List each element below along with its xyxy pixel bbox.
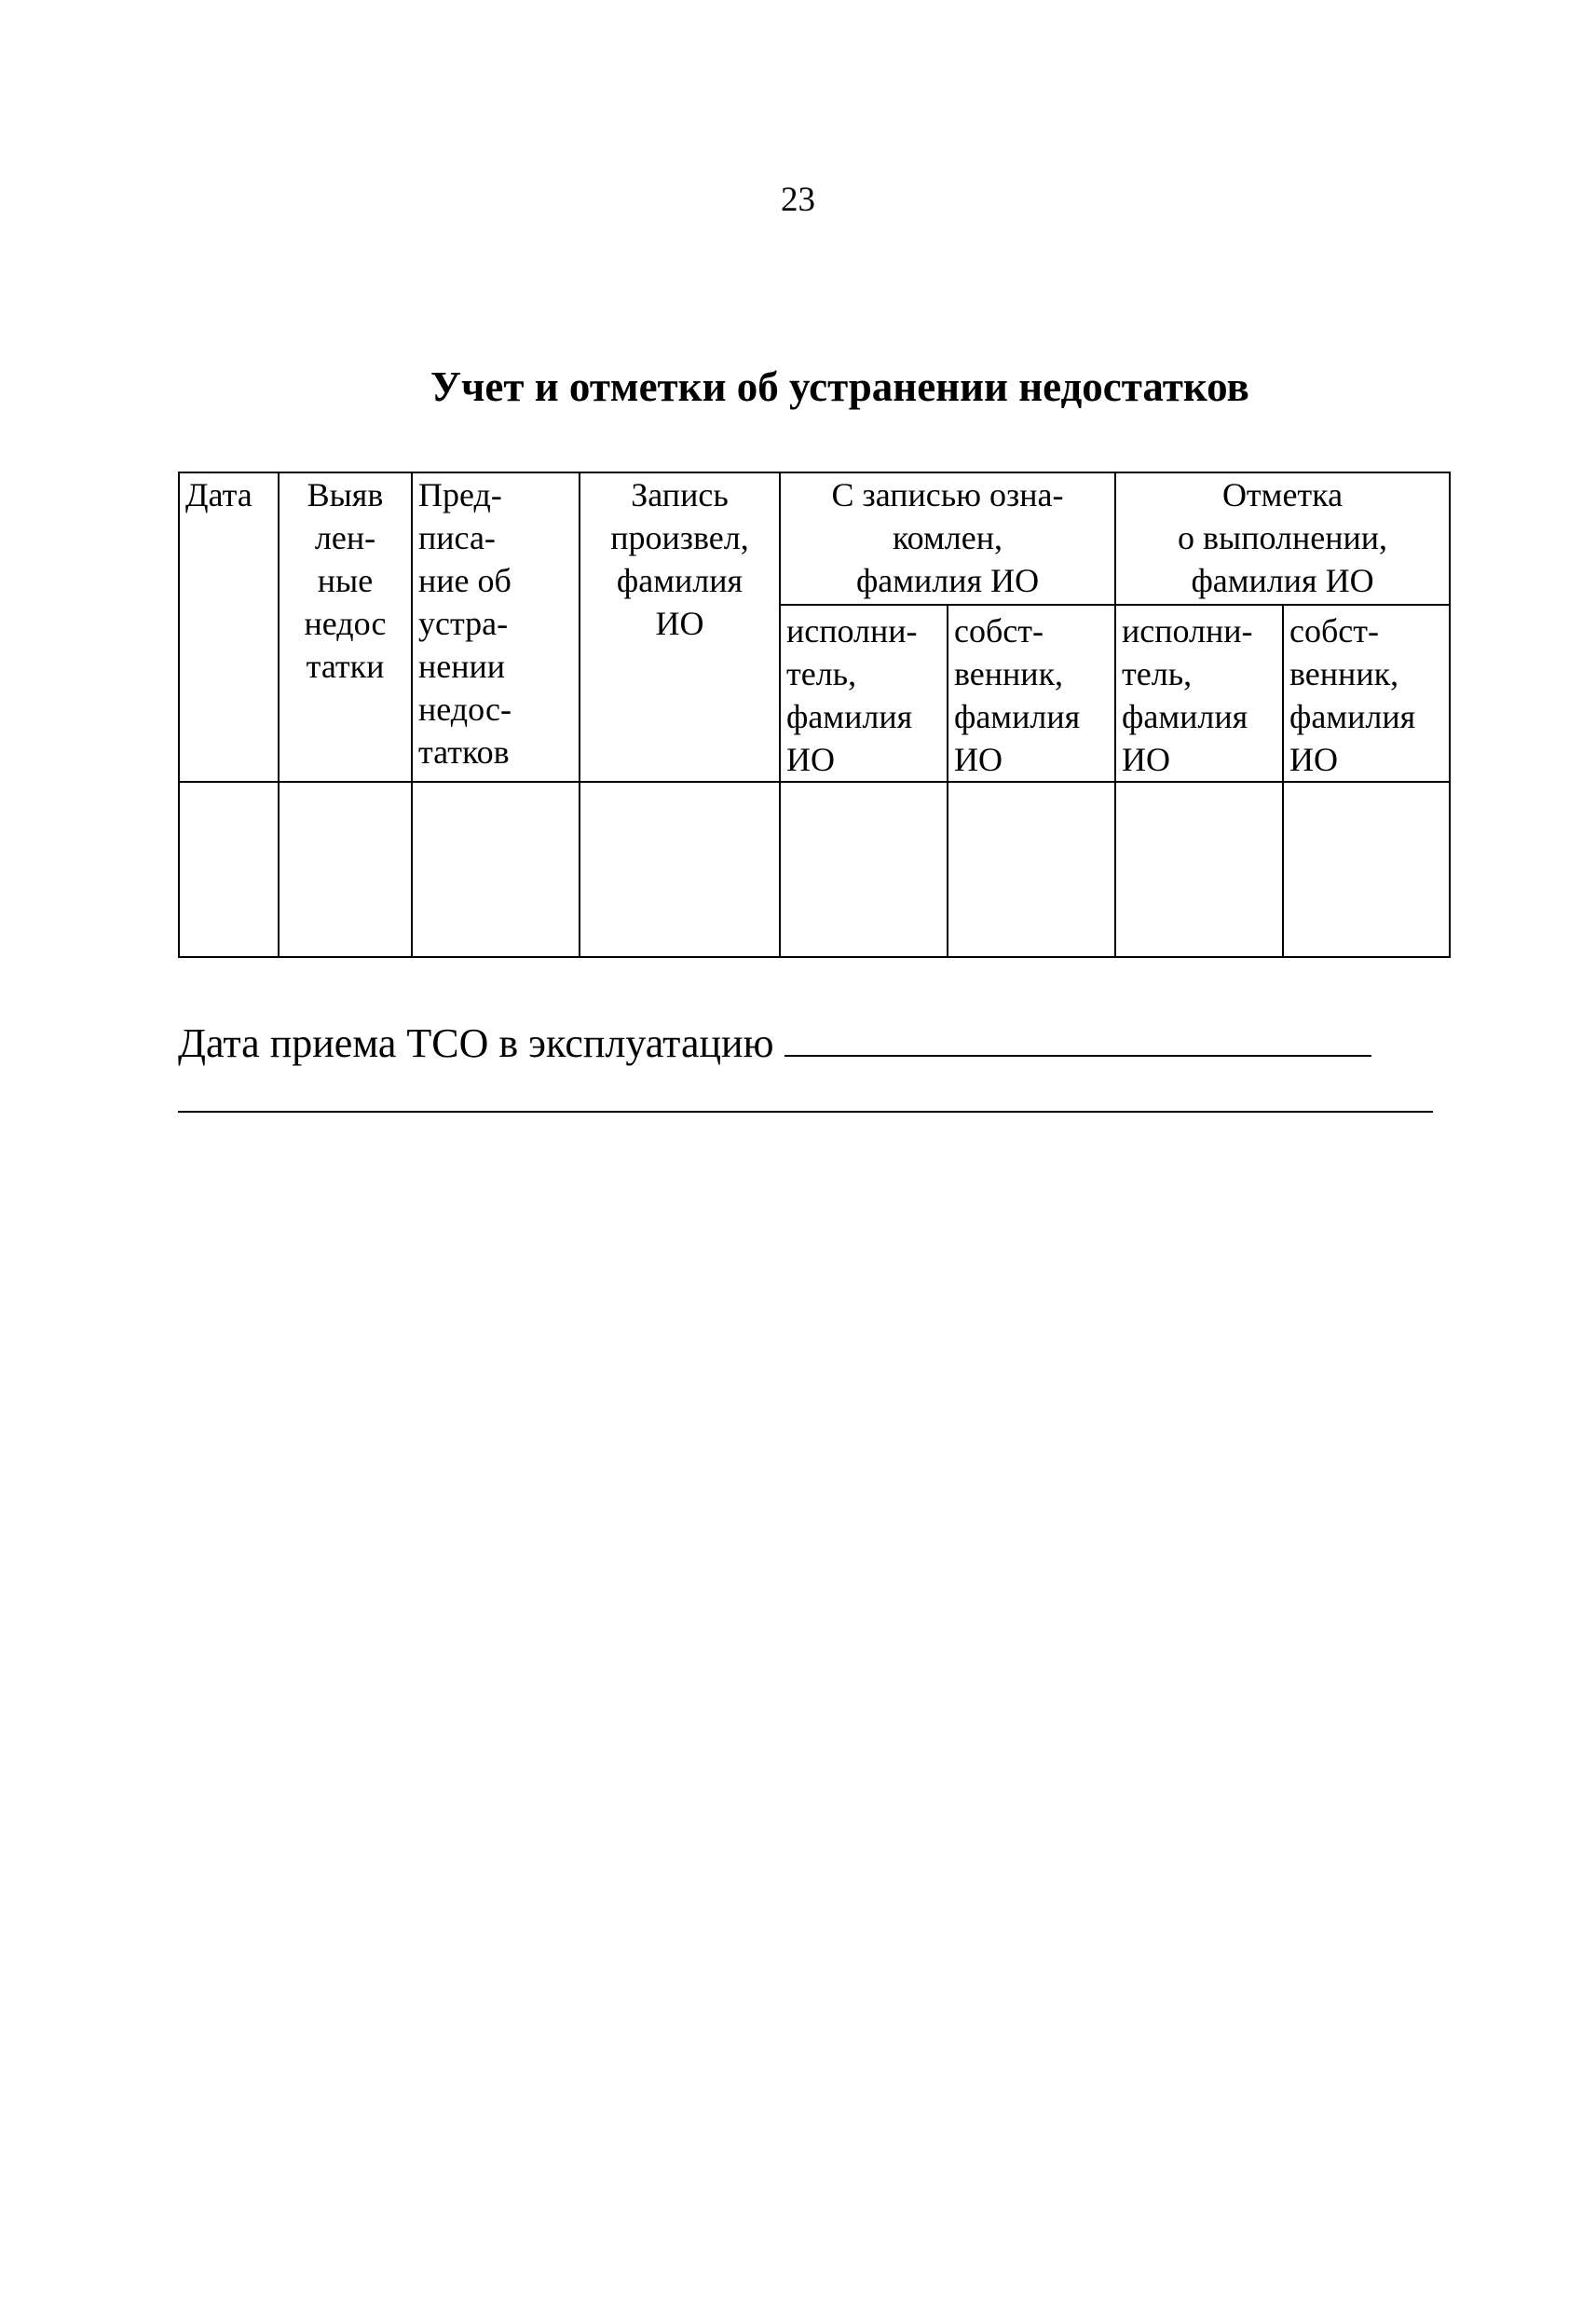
table-cell-comp-contractor — [1115, 782, 1283, 957]
acceptance-date-label: Дата приема ТСО в эксплуатацию — [178, 1020, 774, 1066]
column-header-date: Дата — [179, 472, 279, 782]
table-cell-date — [179, 782, 279, 957]
table-cell-order — [412, 782, 580, 957]
table-cell-acq-contractor — [780, 782, 948, 957]
table-cell-found — [279, 782, 412, 957]
sub-header-acquainted-owner: собст- венник, фамилия ИО — [948, 605, 1115, 782]
continuation-blank-line — [178, 1111, 1433, 1113]
column-header-found-deficiencies: Выяв лен- ные недос татки — [279, 472, 412, 782]
document-title: Учет и отметки об устранении недостатков — [430, 363, 1249, 410]
acceptance-date-line — [178, 1018, 1436, 1064]
sub-header-completion-owner: собст- венник, фамилия ИО — [1283, 605, 1450, 782]
sub-header-acquainted-contractor: исполни- тель, фамилия ИО — [780, 605, 948, 782]
sub-header-completion-contractor: исполни- тель, фамилия ИО — [1115, 605, 1283, 782]
page-number: 23 — [781, 181, 815, 219]
table-cell-comp-owner — [1283, 782, 1450, 957]
table-cell-recorded-by — [580, 782, 780, 957]
table-row — [179, 782, 1450, 957]
column-header-completion-group: Отметка о выполнении, фамилия ИО — [1115, 472, 1450, 605]
acceptance-date-blank — [784, 1018, 1371, 1057]
column-header-acquainted-group: С записью озна- комлен, фамилия ИО — [780, 472, 1115, 605]
column-header-order: Пред- писа- ние об устра- нении недос- татков — [412, 472, 580, 782]
column-header-recorded-by: Запись произвел, фамилия ИО — [580, 472, 780, 782]
deficiency-register-table — [178, 472, 1451, 958]
table-cell-acq-owner — [948, 782, 1115, 957]
